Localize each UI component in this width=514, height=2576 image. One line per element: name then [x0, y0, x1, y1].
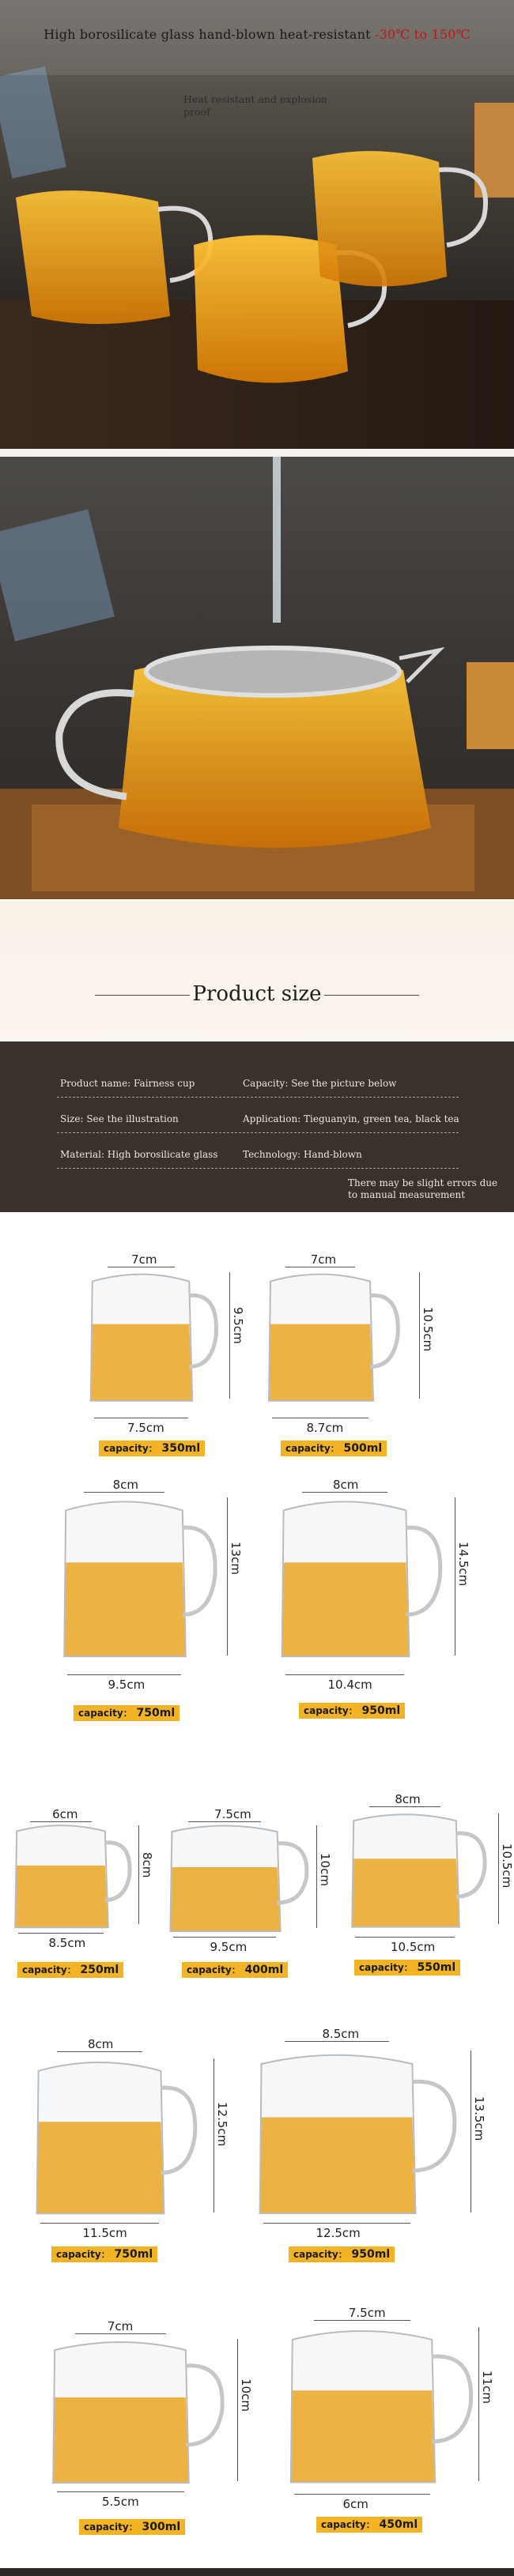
- top-dimension-line: [314, 2320, 411, 2321]
- top-dimension-label: 8cm: [87, 2037, 114, 2051]
- height-dimension-label: 9.5cm: [231, 1307, 245, 1344]
- bottom-dimension-line: [67, 1674, 181, 1675]
- info-size: Size: See the illustration: [60, 1113, 179, 1124]
- hero-photo-pitcher: [0, 457, 514, 899]
- height-dimension-label: 8cm: [140, 1851, 154, 1877]
- pitcher-image: [32, 2051, 202, 2220]
- capacity-badge: [51, 2246, 157, 2262]
- height-dimension-line: [316, 1825, 317, 1928]
- info-note-line-2: to manual measurement: [348, 1189, 466, 1200]
- info-technology: Technology: Hand-blown: [243, 1149, 362, 1160]
- bottom-dimension-line: [173, 1937, 276, 1938]
- info-note-line-1: There may be slight errors due: [348, 1177, 498, 1188]
- capacity-value: 750ml: [110, 2248, 153, 2261]
- height-dimension-label: 10.5cm: [421, 1307, 435, 1352]
- capacity-badge: [182, 1962, 288, 1978]
- top-dimension-line: [302, 1492, 387, 1493]
- info-application: Application: Tieguanyin, green tea, black tea: [243, 1113, 459, 1124]
- top-dimension-line: [369, 1806, 440, 1807]
- bottom-dimension-label: 5.5cm: [102, 2495, 139, 2509]
- capacity-value: 400ml: [240, 1964, 284, 1976]
- top-dimension-label: 7cm: [107, 2319, 134, 2333]
- pitcher-illustration: [0, 457, 514, 899]
- capacity-value: 250ml: [76, 1964, 119, 1976]
- top-dimension-label: 8.5cm: [322, 2027, 360, 2041]
- top-dimension-label: 8cm: [395, 1792, 421, 1806]
- height-dimension-line: [237, 2339, 238, 2481]
- pitcher-image: [12, 1817, 134, 1932]
- capacity-label: capacity：: [304, 1705, 358, 1716]
- pitcher-image: [166, 1817, 312, 1936]
- title-rule-right: [324, 995, 419, 996]
- info-divider: [57, 1132, 459, 1133]
- top-dimension-label: 7cm: [131, 1252, 157, 1267]
- top-dimension-line: [57, 2051, 142, 2052]
- capacity-label: capacity：: [22, 1964, 77, 1975]
- capacity-badge: [74, 1705, 180, 1721]
- capacity-value: 550ml: [413, 1961, 456, 1974]
- capacity-badge: [79, 2519, 185, 2535]
- product-info-panel: [0, 1041, 514, 1212]
- bottom-dimension-line: [294, 2494, 430, 2495]
- height-dimension-label: 14.5cm: [456, 1542, 471, 1587]
- top-dimension-label: 7.5cm: [348, 2306, 386, 2320]
- info-divider: [57, 1168, 459, 1169]
- capacity-badge: [354, 1960, 460, 1975]
- bottom-dimension-label: 11.5cm: [82, 2226, 127, 2240]
- hero-temperature-range: -30℃ to 150℃: [375, 27, 471, 42]
- hero-subtitle: Heat resistant and explosion proof: [183, 93, 327, 118]
- capacity-value: 350ml: [157, 1442, 201, 1455]
- capacity-badge: [289, 2246, 395, 2262]
- capacity-value: 500ml: [339, 1442, 383, 1455]
- top-dimension-label: 7cm: [310, 1252, 337, 1267]
- top-dimension-line: [75, 2333, 166, 2334]
- pitcher-image: [265, 1264, 403, 1407]
- capacity-label: capacity：: [293, 2249, 348, 2260]
- capacity-label: capacity：: [321, 2519, 376, 2530]
- bottom-dimension-label: 10.4cm: [327, 1678, 372, 1692]
- capacity-badge: [299, 1703, 405, 1719]
- top-dimension-label: 8cm: [112, 1478, 139, 1492]
- top-dimension-line: [285, 2041, 390, 2042]
- bottom-dimension-label: 6cm: [342, 2497, 368, 2511]
- info-material: Material: High borosilicate glass: [60, 1149, 218, 1160]
- bottom-dimension-label: 7.5cm: [127, 1421, 164, 1435]
- capacity-badge: [316, 2517, 422, 2533]
- height-dimension-line: [498, 1813, 499, 1924]
- capacity-label: capacity：: [78, 1708, 133, 1719]
- pitcher-image: [47, 2331, 229, 2489]
- bottom-dimension-label: 10.5cm: [391, 1940, 436, 1954]
- bottom-dimension-line: [285, 1674, 405, 1675]
- bottom-dimension-line: [40, 2223, 160, 2224]
- pitcher-image: [348, 1806, 490, 1932]
- capacity-value: 950ml: [347, 2248, 391, 2261]
- pitcher-image: [285, 2319, 478, 2489]
- height-dimension-line: [138, 1825, 139, 1924]
- capacity-label: capacity：: [56, 2249, 111, 2260]
- info-capacity: Capacity: See the picture below: [243, 1078, 397, 1089]
- top-dimension-label: 8cm: [332, 1478, 359, 1492]
- height-dimension-label: 10cm: [239, 2378, 253, 2412]
- capacity-label: capacity：: [84, 2521, 138, 2533]
- height-dimension-label: 13.5cm: [472, 2096, 486, 2141]
- product-size-panel: [0, 901, 514, 1040]
- capacity-badge: [99, 1441, 205, 1456]
- pitcher-image: [277, 1489, 447, 1663]
- capacity-badge: [17, 1962, 123, 1978]
- bottom-dimension-label: 8.5cm: [48, 1936, 86, 1950]
- height-dimension-line: [419, 1272, 420, 1399]
- capacity-value: 950ml: [357, 1704, 401, 1717]
- pitcher-image: [87, 1264, 221, 1407]
- top-dimension-label: 6cm: [52, 1807, 78, 1821]
- bottom-dimension-line: [18, 1933, 104, 1934]
- height-dimension-line: [478, 2327, 479, 2481]
- hero-title: [0, 27, 514, 42]
- height-dimension-label: 10.5cm: [500, 1843, 514, 1889]
- capacity-label: capacity：: [359, 1962, 414, 1973]
- pitcher-image: [253, 2043, 463, 2220]
- capacity-value: 450ml: [375, 2518, 418, 2531]
- bottom-dimension-line: [355, 1937, 455, 1938]
- bottom-dimension-line: [263, 2223, 410, 2224]
- product-size-title: Product size: [192, 982, 322, 1006]
- info-note: [348, 1177, 497, 1201]
- height-dimension-label: 12.5cm: [215, 2101, 229, 2146]
- bottom-dimension-line: [57, 2491, 184, 2492]
- bottom-dimension-label: 9.5cm: [210, 1940, 248, 1954]
- top-dimension-label: 7.5cm: [214, 1807, 251, 1821]
- capacity-label: capacity：: [187, 1964, 241, 1975]
- footer-bar: [0, 2568, 514, 2576]
- capacity-badge: [281, 1441, 387, 1456]
- info-divider: [57, 1097, 459, 1098]
- height-dimension-line: [227, 1497, 228, 1655]
- info-product-name: Product name: Fairness cup: [60, 1078, 195, 1089]
- bottom-dimension-label: 8.7cm: [306, 1421, 344, 1435]
- top-dimension-line: [30, 1821, 92, 1822]
- height-dimension-label: 11cm: [480, 2370, 494, 2404]
- section-divider: [0, 449, 514, 457]
- capacity-label: capacity：: [285, 1443, 340, 1454]
- pitcher-image: [59, 1489, 221, 1663]
- height-dimension-label: 13cm: [229, 1542, 243, 1575]
- bottom-dimension-label: 9.5cm: [108, 1678, 146, 1692]
- height-dimension-label: 10cm: [318, 1853, 332, 1886]
- capacity-value: 300ml: [138, 2521, 181, 2533]
- top-dimension-line: [188, 1821, 262, 1822]
- hero-title-text: High borosilicate glass hand-blown heat-resistant: [43, 27, 376, 42]
- height-dimension-line: [229, 1272, 230, 1399]
- capacity-label: capacity：: [104, 1443, 158, 1454]
- bottom-dimension-label: 12.5cm: [316, 2226, 361, 2240]
- top-dimension-line: [84, 1492, 165, 1493]
- capacity-value: 750ml: [132, 1707, 176, 1719]
